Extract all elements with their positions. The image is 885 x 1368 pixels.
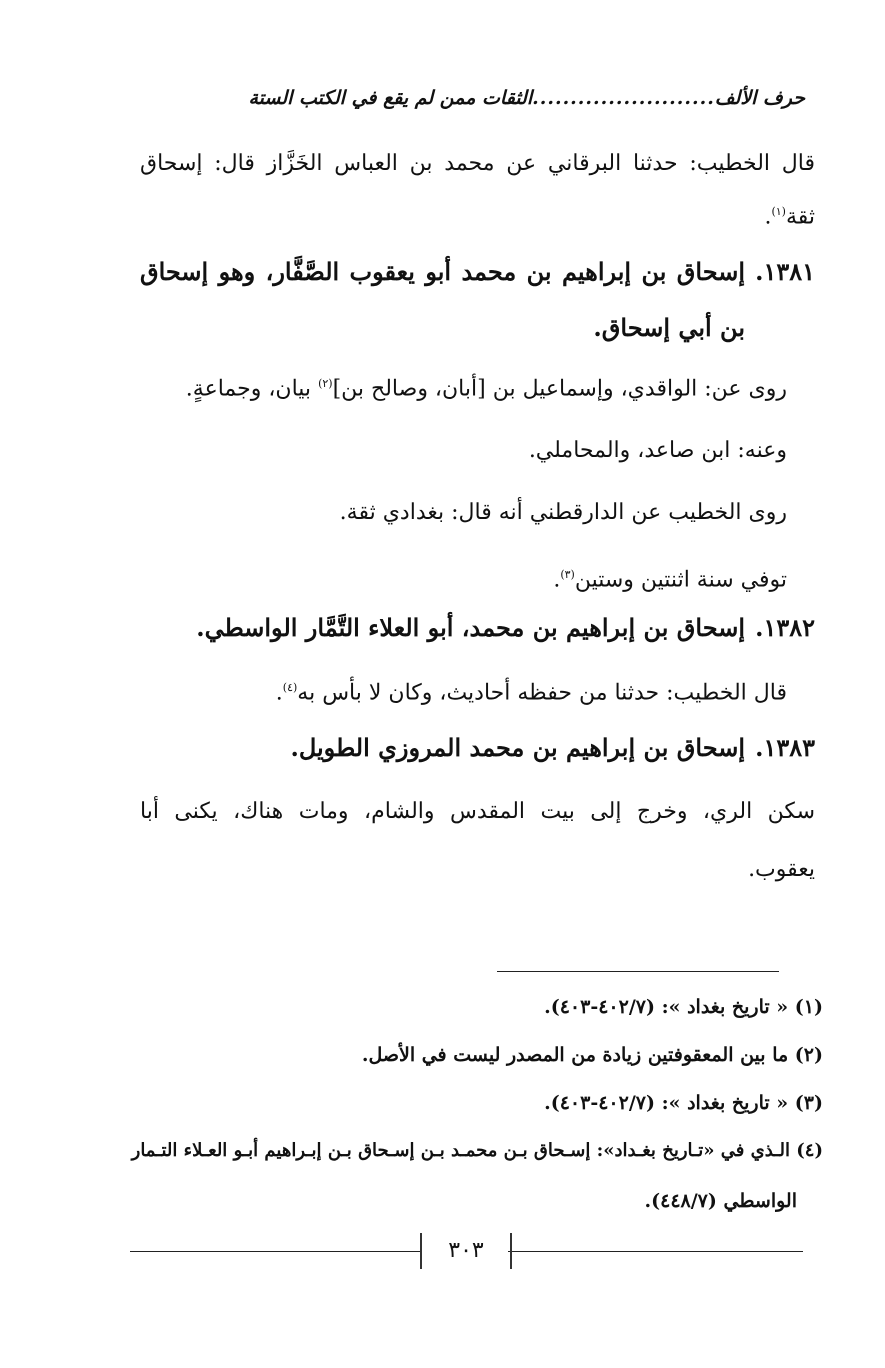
body-text: توفي سنة اثنتين وستين bbox=[574, 567, 787, 593]
body-text: وعنه: ابن صاعد، والمحاملي. bbox=[528, 438, 787, 464]
footnote-ref-2: (٢) bbox=[318, 377, 333, 390]
intro-line-1: قال الخطيب: حدثنا البرقاني عن محمد بن العباس الخَزَّاز قال: إسحاق bbox=[140, 151, 815, 176]
body-line bbox=[177, 489, 787, 537]
intro-paragraph bbox=[140, 140, 815, 241]
footnote-4-continuation: الواسطي (٤٤٨/٧). bbox=[644, 1190, 797, 1212]
entry-number: ١٣٨٢. bbox=[755, 613, 815, 642]
intro-line-2 bbox=[140, 188, 815, 241]
footnote-text: الـذي في «تـاريخ بغـداد»: إسـحاق بـن محمـد بـن إسـحاق بـن إبـراهيم أبـو العـلاء التـمار bbox=[131, 1140, 790, 1161]
header-dots: ........................ bbox=[532, 87, 715, 109]
footnote-ref-3: (٣) bbox=[560, 568, 575, 582]
entry-title-line bbox=[140, 244, 815, 300]
footnote-number: (٣) bbox=[794, 1092, 823, 1114]
entry-title-line bbox=[140, 720, 815, 776]
entry-1383-body bbox=[140, 788, 815, 894]
footnote-3 bbox=[123, 1079, 823, 1127]
header-book-title: الثقات ممن لم يقع في الكتب الستة bbox=[248, 87, 533, 109]
entry-number: ١٣٨١. bbox=[755, 257, 815, 286]
footnote-ref-1: (١) bbox=[771, 205, 786, 218]
body-text: قال الخطيب: حدثنا من حفظه أحاديث، وكان لا بأس به bbox=[297, 680, 787, 706]
body-line: يعقوب. bbox=[748, 857, 815, 882]
running-header bbox=[165, 82, 805, 114]
entry-title: إسحاق بن إبراهيم بن محمد أبو يعقوب الصَّفَّار، وهو إسحاق bbox=[140, 257, 745, 286]
footnote-ref-4: (٤) bbox=[282, 681, 298, 694]
body-line bbox=[177, 360, 787, 413]
entry-number: ١٣٨٣. bbox=[755, 733, 815, 762]
body-text: بيان، وجماعةٍ. bbox=[185, 376, 319, 402]
footnote-4 bbox=[113, 1127, 823, 1175]
footnote-2 bbox=[123, 1031, 823, 1079]
entry-1381 bbox=[140, 244, 815, 356]
page-number: ٣٠٣ bbox=[420, 1233, 512, 1269]
footnote-1 bbox=[123, 983, 823, 1031]
entry-1381-body bbox=[177, 360, 787, 605]
entry-1382-body bbox=[177, 664, 787, 717]
footnote-number: (١) bbox=[794, 996, 823, 1018]
body-text: . bbox=[553, 567, 561, 593]
entry-title: إسحاق بن إبراهيم بن محمد، أبو العلاء التَّمَّار الواسطي. bbox=[196, 613, 745, 642]
footnote-separator bbox=[497, 971, 779, 972]
footnote-text: « تاريخ بغداد »: (٤٠٢/٧-٤٠٣). bbox=[544, 996, 789, 1018]
footnote-text: « تاريخ بغداد »: (٤٠٢/٧-٤٠٣). bbox=[544, 1092, 789, 1114]
bottom-rule-right bbox=[508, 1251, 803, 1252]
entry-title-line bbox=[140, 600, 815, 656]
body-line: سكن الري، وخرج إلى بيت المقدس والشام، ومات هناك، يكنى أبا bbox=[140, 799, 815, 824]
body-line bbox=[177, 664, 787, 717]
body-text: روى الخطيب عن الدارقطني أنه قال: بغدادي ثقة. bbox=[339, 500, 787, 526]
entry-title: إسحاق بن إبراهيم بن محمد المروزي الطويل. bbox=[290, 733, 745, 762]
entry-1383 bbox=[140, 720, 815, 776]
footnote-number: (٢) bbox=[794, 1044, 823, 1066]
body-line bbox=[177, 427, 787, 475]
header-chapter: حرف الألف bbox=[714, 87, 805, 109]
bottom-rule-left bbox=[130, 1251, 420, 1252]
entry-title-line-2: بن أبي إسحاق. bbox=[593, 313, 745, 342]
body-text: روى عن: الواقدي، وإسماعيل بن [أبان، وصالح بن] bbox=[332, 376, 787, 402]
entry-1382 bbox=[140, 600, 815, 656]
footnote-text: ما بين المعقوفتين زيادة من المصدر ليست في الأصل. bbox=[361, 1044, 789, 1066]
intro-end: . bbox=[764, 204, 772, 230]
footnote-number: (٤) bbox=[796, 1140, 823, 1161]
body-text: . bbox=[275, 680, 283, 706]
intro-text: ثقة bbox=[785, 204, 815, 230]
body-line bbox=[177, 551, 787, 604]
